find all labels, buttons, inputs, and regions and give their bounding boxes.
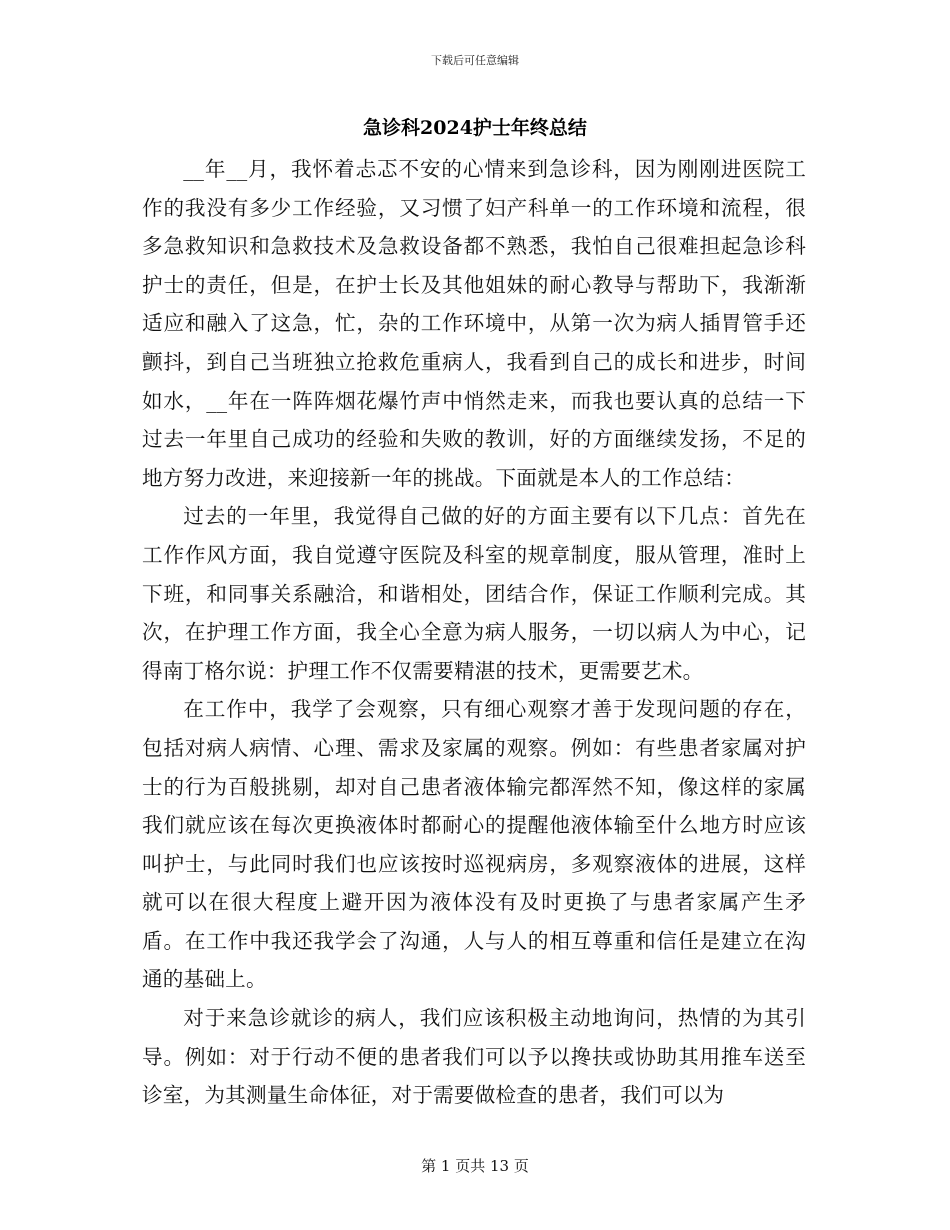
document-title: 急诊科2024护士年终总结	[363, 117, 587, 139]
paragraph: 对于来急诊就诊的病人，我们应该积极主动地询问，热情的为其引导。例如：对于行动不便的患者我们可以予以搀扶或协助其用推车送至诊室，为其测量生命体征，对于需要做检查的患者，我们可以为	[142, 1006, 806, 1108]
paragraph: __年__月，我怀着忐忑不安的心情来到急诊科，因为刚刚进医院工作的我没有多少工作经验，又习惯了妇产科单一的工作环境和流程，很多急救知识和急救技术及急救设备都不熟悉，我怕自己很难担起急诊科护士的责任，但是，在护士长及其他姐妹的耐心教导与帮助下，我渐渐适应和融入了这急，忙，杂的工作环境中，从第一次为病人插胃管手还颤抖，到自己当班独立抢救危重病人，我看到自己的成长和进步，时间如水，__年在一阵阵烟花爆竹声中悄然走来，而我也要认真的总结一下过去一年里自己成功的经验和失败的教训，好的方面继续发扬，不足的地方努力改进，来迎接新一年的挑战。下面就是本人的工作总结：	[142, 157, 806, 490]
document-body	[142, 150, 806, 1115]
page-number: 第 1 页共 13 页	[421, 1157, 529, 1175]
paragraph: 过去的一年里，我觉得自己做的好的方面主要有以下几点：首先在工作作风方面，我自觉遵守医院及科室的规章制度，服从管理，准时上下班，和同事关系融洽，和谐相处，团结合作，保证工作顺利完成。其次，在护理工作方面，我全心全意为病人服务，一切以病人为中心，记得南丁格尔说：护理工作不仅需要精湛的技术，更需要艺术。	[142, 504, 806, 683]
page-header-note: 下载后可任意编辑	[431, 54, 519, 67]
paragraph: 在工作中，我学了会观察，只有细心观察才善于发现问题的存在，包括对病人病情、心理、需求及家属的观察。例如：有些患者家属对护士的行为百般挑剔，却对自己患者液体输完都浑然不知，像这样的家属我们就应该在每次更换液体时都耐心的提醒他液体输至什么地方时应该叫护士，与此同时我们也应该按时巡视病房，多观察液体的进展，这样就可以在很大程度上避开因为液体没有及时更换了与患者家属产生矛盾。在工作中我还我学会了沟通，人与人的相互尊重和信任是建立在沟通的基础上。	[142, 697, 806, 992]
